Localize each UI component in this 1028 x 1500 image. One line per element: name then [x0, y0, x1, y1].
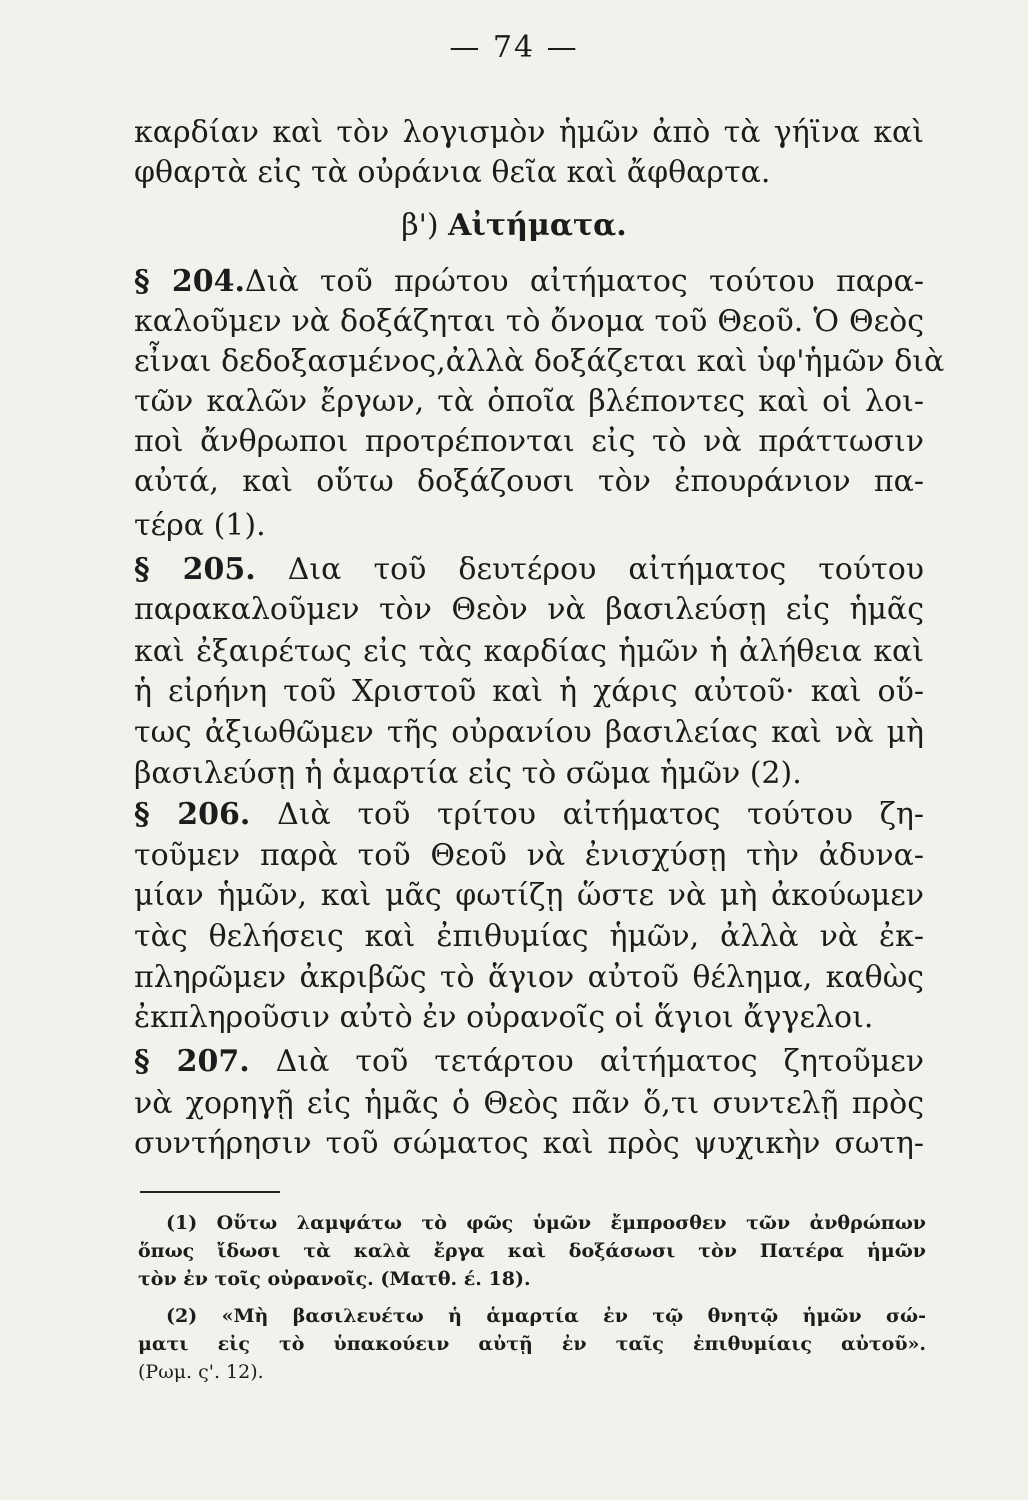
text-line: φθαρτὰ εἰς τὰ οὐράνια θεῖα καὶ ἄφθαρτα.	[134, 155, 771, 190]
text-line: παρακαλοῦμεν τὸν Θεὸν νὰ βασιλεύσῃ εἰς ἡμᾶς	[134, 592, 924, 627]
text-line: συντήρησιν τοῦ σώματος καὶ πρὸς ψυχικὴν σωτη-	[134, 1126, 924, 1161]
text-line: βασιλεύσῃ ἡ ἁμαρτία εἰς τὸ σῶμα ἡμῶν (2).	[134, 756, 802, 791]
text-line: αὐτά, καὶ οὕτω δοξάζουσι τὸν ἐπουράνιον πα-	[134, 464, 924, 499]
footnote-1-line: (1) Οὕτω λαμψάτω τὸ φῶς ὑμῶν ἔμπροσθεν τῶν ἀνθρώπων	[166, 1212, 926, 1234]
footnote-2-line: (2) «Μὴ βασιλευέτω ἡ ἁμαρτία ἐν τῷ θνητῷ ἡμῶν σώ-	[166, 1305, 926, 1327]
footnote-1-line: ὅπως ἴδωσι τὰ καλὰ ἔργα καὶ δοξάσωσι τὸν Πατέρα ἡμῶν	[138, 1240, 926, 1262]
text-line: τως ἀξιωθῶμεν τῆς οὐρανίου βασιλείας καὶ νὰ μὴ	[134, 715, 924, 750]
text-line: καὶ ἐξαιρέτως εἰς τὰς καρδίας ἡμῶν ἡ ἀλήθεια καὶ	[134, 634, 924, 669]
section-number: § 207.	[134, 1044, 250, 1079]
section-number: § 204.	[134, 264, 245, 299]
paragraph-207-line	[134, 1042, 924, 1082]
footnote-2-line: ματι εἰς τὸ ὑπακούειν αὐτῇ ἐν ταῖς ἐπιθυμίαις αὐτοῦ».	[138, 1333, 926, 1355]
text-line: καλοῦμεν νὰ δοξάζηται τὸ ὄνομα τοῦ Θεοῦ. Ὁ Θεὸς	[134, 304, 924, 339]
section-heading	[0, 208, 1028, 243]
text-line: εἶναι δεδοξασμένος,ἀλλὰ δοξάζεται καὶ ὑφ'ἡμῶν διὰ	[134, 344, 945, 379]
text-span: Διὰ τοῦ πρώτου αἰτήματος τούτου παρα-	[244, 264, 924, 299]
text-span: Δια τοῦ δευτέρου αἰτήματος τούτου	[287, 552, 924, 587]
footnote-2-line: (Ρωμ. ς'. 12).	[138, 1361, 264, 1383]
page-number: — 74 —	[449, 30, 579, 65]
text-span: Διὰ τοῦ τετάρτου αἰτήματος ζητοῦμεν	[275, 1044, 924, 1079]
text-line: νὰ χορηγῇ εἰς ἡμᾶς ὁ Θεὸς πᾶν ὅ,τι συντελῇ πρὸς	[134, 1086, 924, 1121]
heading-prefix: β')	[401, 208, 439, 243]
footnote-divider	[140, 1191, 280, 1193]
text-line: καρδίαν καὶ τὸν λογισμὸν ἡμῶν ἀπὸ τὰ γήϊνα καὶ	[134, 115, 924, 150]
paragraph-205-line	[134, 550, 924, 590]
text-line: ἡ εἰρήνη τοῦ Χριστοῦ καὶ ἡ χάρις αὐτοῦ· καὶ οὕ-	[134, 674, 924, 709]
text-line: μίαν ἡμῶν, καὶ μᾶς φωτίζῃ ὥστε νὰ μὴ ἀκούωμεν	[134, 878, 924, 913]
text-line: πληρῶμεν ἀκριβῶς τὸ ἅγιον αὐτοῦ θέλημα, καθὼς	[134, 960, 924, 995]
text-span: Διὰ τοῦ τρίτου αἰτήματος τούτου ζη-	[277, 797, 925, 832]
paragraph-204-line	[134, 262, 924, 302]
text-line: ἐκπληροῦσιν αὐτὸ ἐν οὐρανοῖς οἱ ἅγιοι ἄγγελοι.	[134, 1000, 874, 1035]
section-number: § 206.	[134, 797, 251, 832]
text-line: τέρα (1).	[134, 508, 266, 543]
text-line: τοῦμεν παρὰ τοῦ Θεοῦ νὰ ἐνισχύσῃ τὴν ἀδυνα-	[134, 838, 924, 873]
text-line: τῶν καλῶν ἔργων, τὰ ὁποῖα βλέποντες καὶ οἱ λοι-	[134, 384, 924, 419]
footnote-1-line: τὸν ἐν τοῖς οὐρανοῖς. (Ματθ. έ. 18).	[138, 1268, 531, 1290]
heading-title: Αἰτήματα.	[448, 208, 627, 243]
text-line: ποὶ ἄνθρωποι προτρέπονται εἰς τὸ νὰ πράττωσιν	[134, 424, 924, 459]
paragraph-206-line	[134, 795, 924, 835]
text-line: τὰς θελήσεις καὶ ἐπιθυμίας ἡμῶν, ἀλλὰ νὰ ἐκ-	[134, 919, 924, 954]
section-number: § 205.	[134, 552, 256, 587]
